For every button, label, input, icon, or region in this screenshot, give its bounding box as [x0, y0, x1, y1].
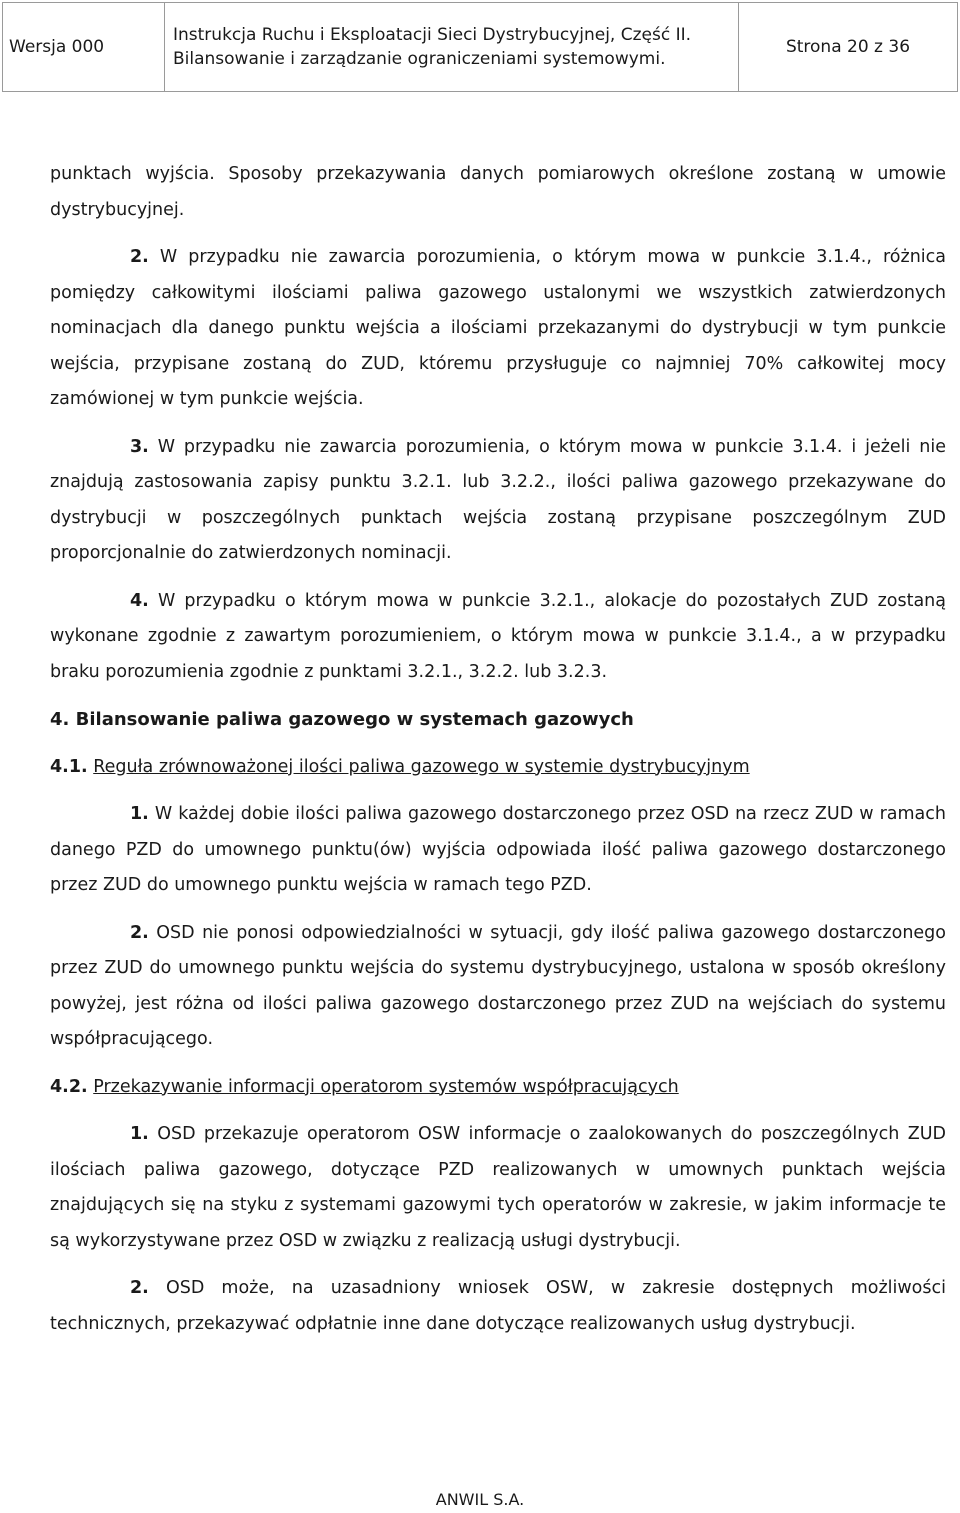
subsection-number: 4.1. — [50, 756, 88, 777]
paragraph-number: 4. — [130, 590, 149, 611]
paragraph-text: OSD może, na uzasadniony wniosek OSW, w zakresie dostępnych możliwości technicznych, przekazywać odpłatnie inne dane dotyczące realizowanych usług dystrybucji. — [50, 1278, 946, 1334]
title-cell — [165, 3, 739, 91]
page-number: Strona 20 z 36 — [785, 37, 911, 57]
paragraph-number: 2. — [130, 247, 149, 267]
paragraph-text: W przypadku o którym mowa w punkcie 3.2.1., alokacje do pozostałych ZUD zostaną wykonane zgodnie z zawartym porozumieniem, o którym mowa w punkcie 3.1.4., a w przypadku braku porozumienia zgodnie z punktami 3.2.1., 3.2.2. lub 3.2.3. — [50, 590, 946, 682]
document-subtitle: Bilansowanie i zarządzanie ograniczeniami systemowymi. — [173, 49, 666, 69]
subsection-heading — [50, 750, 946, 786]
paragraph-number: 2. — [130, 1278, 149, 1298]
paragraph — [50, 916, 946, 1058]
subsection-title: Przekazywanie informacji operatorom systemów współpracujących — [93, 1076, 679, 1097]
company-name: ANWIL S.A. — [435, 1490, 525, 1509]
paragraph — [50, 1271, 946, 1342]
paragraph-text: W każdej dobie ilości paliwa gazowego dostarczonego przez OSD na rzecz ZUD w ramach danego PZD do umownego punktu(ów) wyjścia odpowiada ilość paliwa gazowego dostarczonego przez ZUD do umownego punktu wejścia w ramach tego PZD. — [50, 804, 946, 895]
paragraph — [50, 430, 946, 572]
subsection-heading — [50, 1070, 946, 1106]
paragraph-text: OSD nie ponosi odpowiedzialności w sytuacji, gdy ilość paliwa gazowego dostarczonego przez ZUD do umownego punktu wejścia do systemu dystrybucyjnego, ustalona w sposób określony powyżej, jest różna od ilości paliwa gazowego dostarczonego przez ZUD na wejściach do systemu współpracującego. — [50, 922, 946, 1049]
version-cell — [3, 3, 165, 91]
paragraph-number: 3. — [130, 436, 149, 457]
page-footer — [0, 1490, 960, 1509]
page-header — [2, 2, 958, 92]
document-title: Instrukcja Ruchu i Eksploatacji Sieci Dystrybucyjnej, Część II. — [173, 25, 692, 45]
section-heading: 4. Bilansowanie paliwa gazowego w systemach gazowych — [50, 709, 634, 730]
document-version: Wersja 000 — [9, 37, 105, 57]
paragraph — [50, 797, 946, 904]
paragraph-number: 1. — [130, 804, 149, 824]
paragraph — [50, 584, 946, 691]
paragraph-text: W przypadku nie zawarcia porozumienia, o którym mowa w punkcie 3.1.4., różnica pomiędzy całkowitymi ilościami paliwa gazowego ustalonymi we wszystkich zatwierdzonych nominacjach dla danego punktu wejścia a ilościami przekazanymi do dystrybucji w tym punkcie wejścia, przypisane zostaną do ZUD, któremu przysługuje co najmniej 70% całkowitej mocy zamówionej w tym punkcie wejścia. — [50, 247, 946, 409]
page-number-cell — [739, 3, 957, 91]
subsection-title: Reguła zrównoważonej ilości paliwa gazowego w systemie dystrybucyjnym — [93, 756, 750, 777]
paragraph: punktach wyjścia. Sposoby przekazywania danych pomiarowych określone zostaną w umowie dystrybucyjnej. — [50, 164, 946, 220]
paragraph-text: W przypadku nie zawarcia porozumienia, o którym mowa w punkcie 3.1.4. i jeżeli nie znajdują zastosowania zapisy punktu 3.2.1. lub 3.2.2., ilości paliwa gazowego przekazywane do dystrybucji w poszczególnych punktach wejścia zostaną przypisane poszczególnym ZUD proporcjonalnie do zatwierdzonych nominacji. — [50, 436, 946, 563]
paragraph-number: 1. — [130, 1124, 149, 1144]
paragraph — [50, 1117, 946, 1259]
paragraph-text: OSD przekazuje operatorom OSW informacje o zaalokowanych do poszczególnych ZUD ilościach paliwa gazowego, dotyczące PZD realizowanych w umownych punktach wejścia znajdujących się na styku z systemami gazowymi tych operatorów w zakresie, w jakim informacje te są wykorzystywane przez OSD w związku z realizacją usługi dystrybucji. — [50, 1124, 946, 1251]
subsection-number: 4.2. — [50, 1076, 88, 1097]
paragraph-number: 2. — [130, 922, 149, 943]
paragraph — [50, 240, 946, 418]
document-body — [50, 157, 946, 1342]
